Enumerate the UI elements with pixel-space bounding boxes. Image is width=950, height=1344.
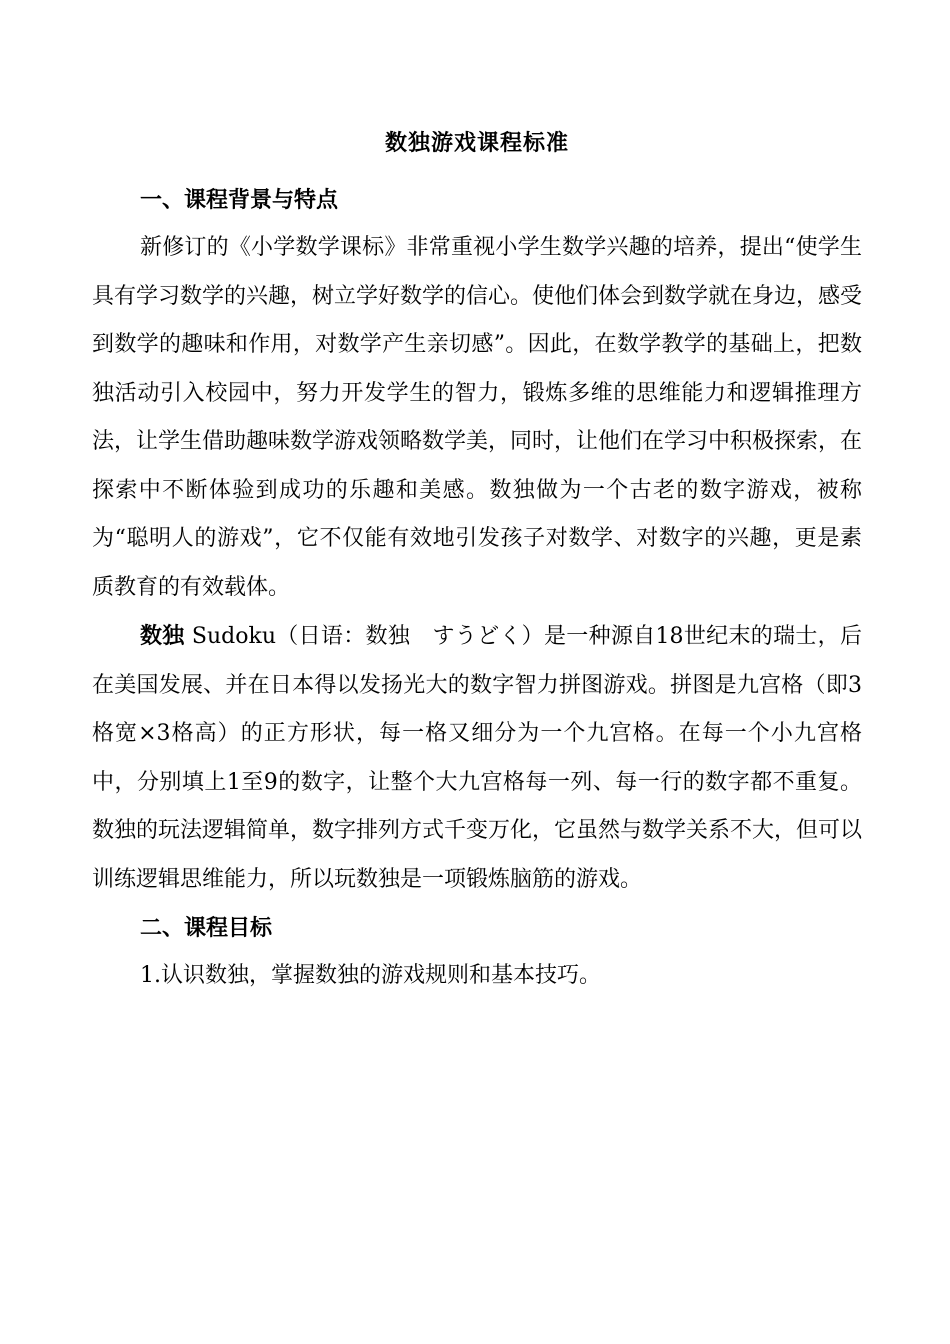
document-title: 数独游戏课程标准 xyxy=(384,130,569,156)
section-heading-background: 一、课程背景与特点 xyxy=(140,187,339,213)
paragraph-sudoku-text: Sudoku（日语：数独 すうどく）是一种源自18世纪末的瑞士，后在美国发展、并在日本得以发扬光大的数字智力拼图游戏。拼图是九宫格（即3格宽×3格高）的正方形状，每一格又细分为一个九宫格。在每一个小九宫格中，分别填上1至9的数字，让整个大九宫格每一列、每一行的数字都不重复。数独的玩法逻辑简单，数字排列方式千变万化，它虽然与数学关系不大，但可以训练逻辑思维能力，所以玩数独是一项锻炼脑筋的游戏。 xyxy=(92,624,863,892)
term-sudoku: 数独 xyxy=(140,623,185,649)
paragraph-background: 新修订的《小学数学课标》非常重视小学生数学兴趣的培养，提出“使学生具有学习数学的兴趣，树立学好数学的信心。使他们体会到数学就在身边，感受到数学的趣味和作用，对数学产生亲切感”。因此，在数学教学的基础上，把数独活动引入校园中，努力开发学生的智力，锻炼多维的思维能力和逻辑推理方法，让学生借助趣味数学游戏领略数学美，同时，让他们在学习中积极探索，在探索中不断体验到成功的乐趣和美感。数独做为一个古老的数字游戏，被称为“聪明人的游戏”，它不仅能有效地引发孩子对数学、对数字的兴趣，更是素质教育的有效载体。 xyxy=(92,235,863,600)
section-heading-goals: 二、课程目标 xyxy=(140,915,273,941)
paragraph-sudoku-intro xyxy=(92,612,862,904)
goal-item-1: 1.认识数独，掌握数独的游戏规则和基本技巧。 xyxy=(140,963,601,988)
document-page xyxy=(92,118,862,1001)
